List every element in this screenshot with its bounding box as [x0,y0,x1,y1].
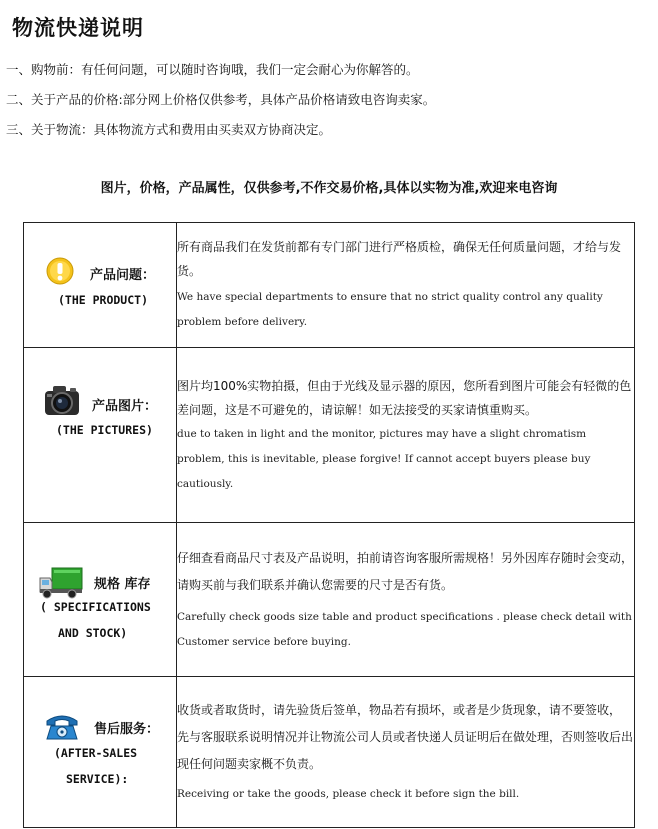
label-pictures-cn: 产品图片： [92,399,158,414]
text-cell-specs [177,523,635,677]
camera-icon [42,382,82,418]
exclamation-icon [46,257,74,285]
label-cell-specs [24,523,177,677]
label-specs-en-2: AND STOCK) [58,626,128,640]
text-cell-after-sales [177,677,635,828]
table-row-product [24,223,635,348]
after-sales-en-text: Receiving or take the goods, please check it before sign the bill. [177,788,520,800]
label-cell-pictures [24,348,177,523]
product-en-text: We have special departments to ensure that no strict quality control any quality problem before delivery. [177,291,603,328]
specs-en-text: Carefully check goods size table and product specifications . please check detail with Customer service before buying. [177,610,632,648]
disclaimer-notice: 图片，价格，产品属性，仅供参考,不作交易价格,具体以实物为准,欢迎来电咨询 [100,181,558,196]
intro-line-3: 三、关于物流：具体物流方式和费用由买卖双方协商决定。 [6,122,332,137]
label-cell-after-sales [24,677,177,828]
telephone-icon [44,711,80,741]
label-cell-product [24,223,177,348]
table-row-pictures [24,348,635,523]
specs-cn-text: 仔细查看商品尺寸表及产品说明，拍前请咨询客服所需规格！另外因库存随时会变动，请购买前与我们联系并确认您需要的尺寸是否有货。 [177,550,634,592]
after-sales-cn-text: 收货或者取货时，请先验货后签单，物品若有损坏，或者是少货现象，请不要签收， 先与客服联系说明情况并让物流公司人员或者快递人员证明后在做处理，否则签收后出现任何问题卖家概不负责。 [177,703,634,771]
table-row-after-sales [24,677,635,828]
page-title: 物流快递说明 [12,16,144,40]
pictures-cn-text: 图片均100%实物拍摄，但由于光线及显示器的原因，您所看到图片可能会有轻微的色差问题，这是不可避免的，请谅解！如无法接受的买家请慎重购买。 [177,378,632,417]
pictures-en-text: due to taken in light and the monitor, pictures may have a slight chromatism problem, this is inevitable, please forgive! If cannot accept buyers please buy cautiously. [177,427,591,490]
label-pictures-en: (THE PICTURES) [56,423,153,437]
label-after-sales-cn: 售后服务： [94,722,160,737]
label-product-en: (THE PRODUCT) [58,293,149,307]
label-specs-cn: 规格 库存 [94,577,151,592]
product-cn-text: 所有商品我们在发货前都有专门部门进行严格质检，确保无任何质量问题，才给与发货。 [177,240,622,278]
table-row-specs [24,523,635,677]
label-product-cn: 产品问题： [90,268,156,283]
text-cell-product [177,223,635,348]
info-table [23,222,635,828]
intro-line-1: 一、购物前：有任何问题，可以随时咨询哦，我们一定会耐心为你解答的。 [6,62,419,77]
delivery-truck-icon [38,565,84,599]
intro-list [6,60,435,150]
label-specs-en-1: ( SPECIFICATIONS [40,600,151,614]
label-after-sales-en-1: (AFTER-SALES [54,746,138,760]
label-after-sales-en-2: SERVICE): [66,772,129,786]
text-cell-pictures [177,348,635,523]
intro-line-2: 二、关于产品的价格:部分网上价格仅供参考，具体产品价格请致电咨询卖家。 [6,92,436,107]
